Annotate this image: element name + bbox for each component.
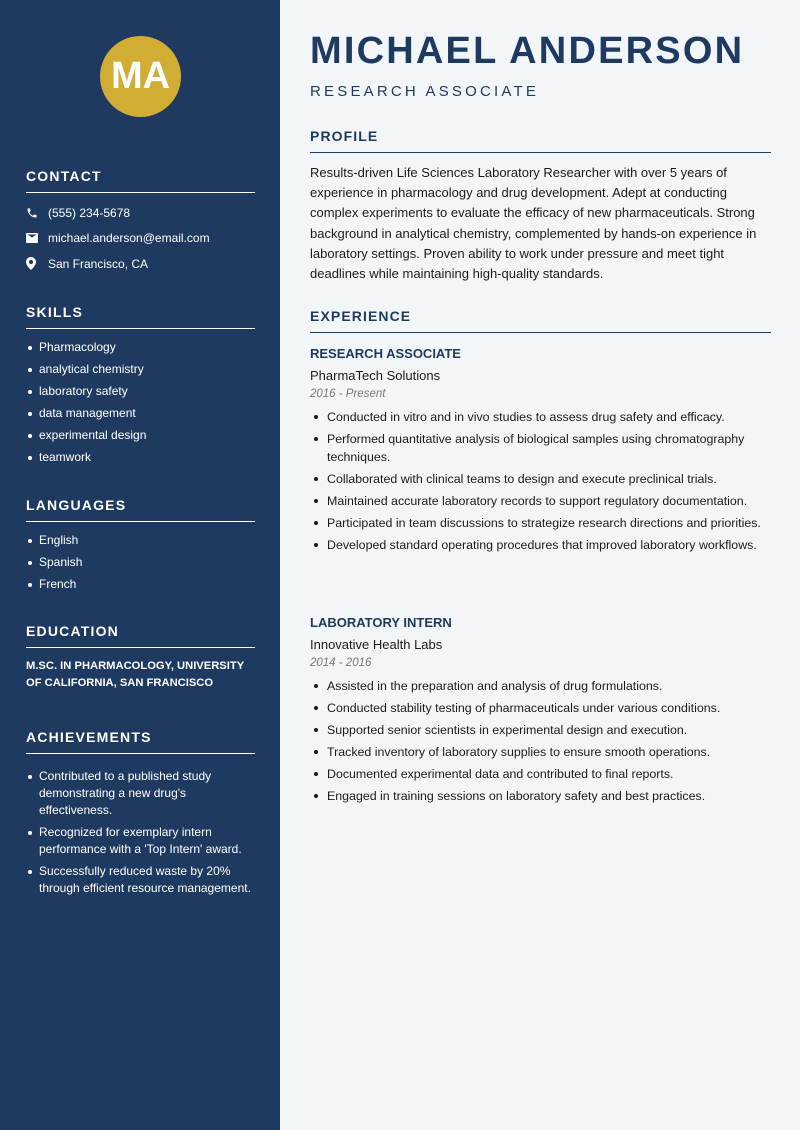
contact-phone — [26, 200, 255, 226]
job-bullet: Supported senior scientists in experimental design and execution. — [310, 721, 771, 739]
job-bullet: Maintained accurate laboratory records to support regulatory documentation. — [310, 492, 771, 510]
languages-section — [26, 497, 255, 598]
job-dates: 2016 - Present — [310, 388, 386, 400]
profile-heading: PROFILE — [310, 128, 771, 153]
skill-item: Pharmacology — [26, 339, 255, 356]
job-company: PharmaTech Solutions — [310, 368, 441, 383]
achievement-item: Contributed to a published study demonstrating a new drug's effectiveness. — [26, 768, 255, 819]
profile-text: Results-driven Life Sciences Laboratory Researcher with over 5 years of experience in pharmacology and drug development. Adept at conducting complex experiments to evaluate the efficacy of new pharmaceuticals. Strong background in analytical chemistry, complemented by hands-on experience in laboratory settings. Proven ability to work under pressure and meet tight deadlines while maintaining high-quality standards. — [310, 165, 757, 282]
candidate-name: MICHAEL ANDERSON — [310, 30, 745, 72]
education-section — [26, 623, 255, 692]
candidate-title: RESEARCH ASSOCIATE — [310, 83, 540, 100]
education-degree: M.SC. IN PHARMACOLOGY, UNIVERSITY OF CALIFORNIA, SAN FRANCISCO — [26, 660, 244, 689]
achievements-list — [26, 768, 255, 897]
job-bullet: Conducted in vitro and in vivo studies to assess drug safety and efficacy. — [310, 408, 771, 426]
job-bullet: Performed quantitative analysis of biological samples using chromatography techniques. — [310, 430, 771, 466]
achievement-item: Recognized for exemplary intern performance with a 'Top Intern' award. — [26, 824, 255, 858]
language-item: French — [26, 576, 255, 593]
skill-item: analytical chemistry — [26, 361, 255, 378]
language-item: Spanish — [26, 554, 255, 571]
job-bullet: Collaborated with clinical teams to design and execute preclinical trials. — [310, 470, 771, 488]
experience-heading: EXPERIENCE — [310, 308, 771, 333]
job-bullet: Developed standard operating procedures that improved laboratory workflows. — [310, 536, 771, 554]
job-bullet: Participated in team discussions to strategize research directions and priorities. — [310, 514, 771, 532]
phone-text: (555) 234-5678 — [48, 205, 131, 220]
contact-email — [26, 226, 255, 252]
job-bullet: Documented experimental data and contributed to final reports. — [310, 765, 771, 783]
job-bullet: Conducted stability testing of pharmaceuticals under various conditions. — [310, 699, 771, 717]
languages-heading: LANGUAGES — [26, 497, 255, 522]
phone-icon — [26, 207, 48, 219]
skill-item: laboratory safety — [26, 383, 255, 400]
contact-heading: CONTACT — [26, 168, 255, 193]
skill-item: teamwork — [26, 449, 255, 466]
job-company: Innovative Health Labs — [310, 637, 443, 652]
education-heading: EDUCATION — [26, 623, 255, 648]
job-bullet: Assisted in the preparation and analysis of drug formulations. — [310, 677, 771, 695]
skills-heading: SKILLS — [26, 304, 255, 329]
languages-list — [26, 532, 255, 593]
job-bullet: Engaged in training sessions on laboratory safety and best practices. — [310, 787, 771, 805]
achievements-heading: ACHIEVEMENTS — [26, 729, 255, 754]
skill-item: data management — [26, 405, 255, 422]
job-bullets — [310, 408, 771, 554]
job-bullet: Tracked inventory of laboratory supplies to ensure smooth operations. — [310, 743, 771, 761]
location-pin-icon — [26, 257, 48, 270]
email-icon — [26, 233, 48, 243]
job-title: RESEARCH ASSOCIATE — [310, 346, 461, 361]
contact-location — [26, 251, 255, 277]
contact-section — [26, 168, 255, 277]
skills-list — [26, 339, 255, 466]
job-bullets — [310, 677, 771, 805]
skills-section — [26, 304, 255, 471]
job-dates: 2014 - 2016 — [310, 657, 372, 669]
sidebar — [0, 0, 280, 1130]
email-text: michael.anderson@email.com — [48, 231, 210, 246]
job-entry — [310, 346, 771, 558]
location-text: San Francisco, CA — [48, 256, 149, 271]
achievements-section — [26, 729, 255, 902]
avatar-initials: MA — [100, 36, 181, 117]
job-title: LABORATORY INTERN — [310, 615, 452, 630]
achievement-item: Successfully reduced waste by 20% through efficient resource management. — [26, 863, 255, 897]
language-item: English — [26, 532, 255, 549]
skill-item: experimental design — [26, 427, 255, 444]
job-entry — [310, 615, 771, 809]
